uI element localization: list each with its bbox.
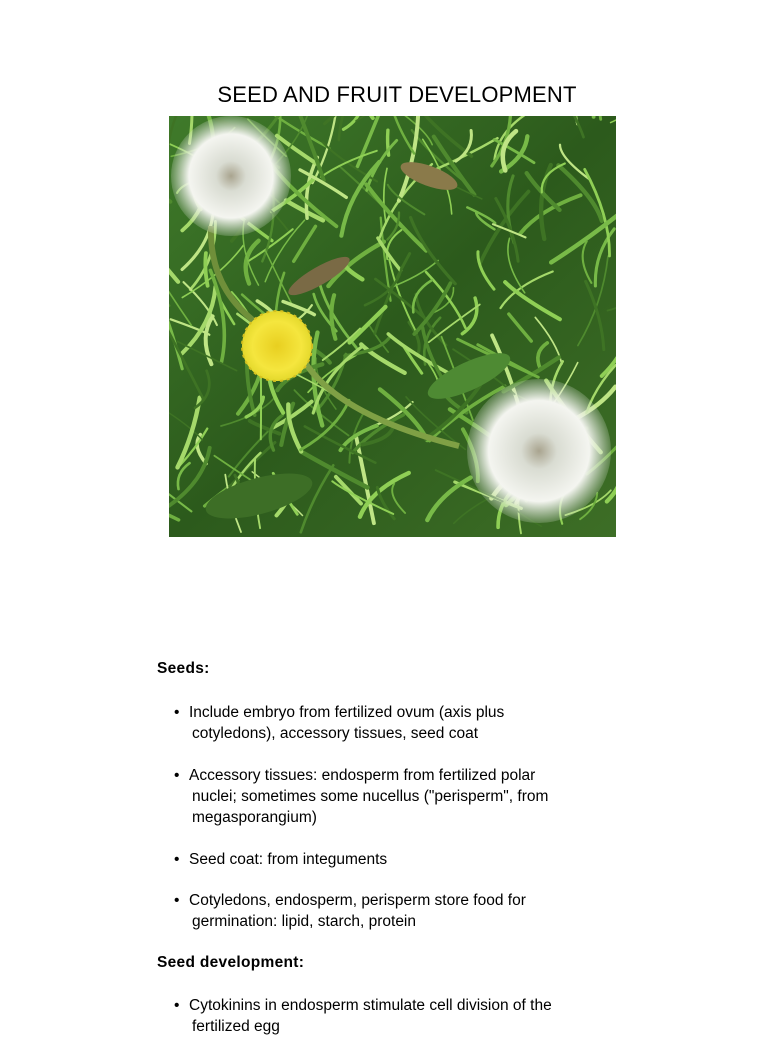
bullet-line: Cytokinins in endosperm stimulate cell division of the xyxy=(189,995,644,1016)
bullet-item xyxy=(174,995,644,1037)
bullet-icon: • xyxy=(174,890,179,911)
bullet-icon: • xyxy=(174,995,179,1016)
bullet-item xyxy=(174,702,644,744)
section-heading: Seed development: xyxy=(157,954,304,972)
bullet-text xyxy=(174,765,644,828)
dandelion-photo xyxy=(169,116,616,537)
bullet-icon: • xyxy=(174,702,179,723)
bullet-icon: • xyxy=(174,765,179,786)
bullet-line: fertilized egg xyxy=(189,1016,644,1037)
bullet-item xyxy=(174,765,644,828)
bullet-line: Cotyledons, endosperm, perisperm store food for xyxy=(189,890,644,911)
dandelion-illustration xyxy=(169,116,616,537)
bullet-line: nuclei; sometimes some nucellus ("perisperm", from xyxy=(189,786,644,807)
bullet-line: germination: lipid, starch, protein xyxy=(189,911,644,932)
bullet-text xyxy=(174,849,644,870)
bullet-text xyxy=(174,995,644,1037)
bullet-line: megasporangium) xyxy=(189,807,644,828)
bullet-item xyxy=(174,890,644,932)
section-heading: Seeds: xyxy=(157,660,210,678)
bullet-item xyxy=(174,849,644,870)
bullet-line: Accessory tissues: endosperm from fertilized polar xyxy=(189,765,644,786)
bullet-text xyxy=(174,890,644,932)
bullet-icon: • xyxy=(174,849,179,870)
bullet-line: Seed coat: from integuments xyxy=(189,849,644,870)
bullet-text xyxy=(174,702,644,744)
page-title: SEED AND FRUIT DEVELOPMENT xyxy=(0,82,768,108)
bullet-line: Include embryo from fertilized ovum (axis plus xyxy=(189,702,644,723)
bullet-line: cotyledons), accessory tissues, seed coat xyxy=(189,723,644,744)
